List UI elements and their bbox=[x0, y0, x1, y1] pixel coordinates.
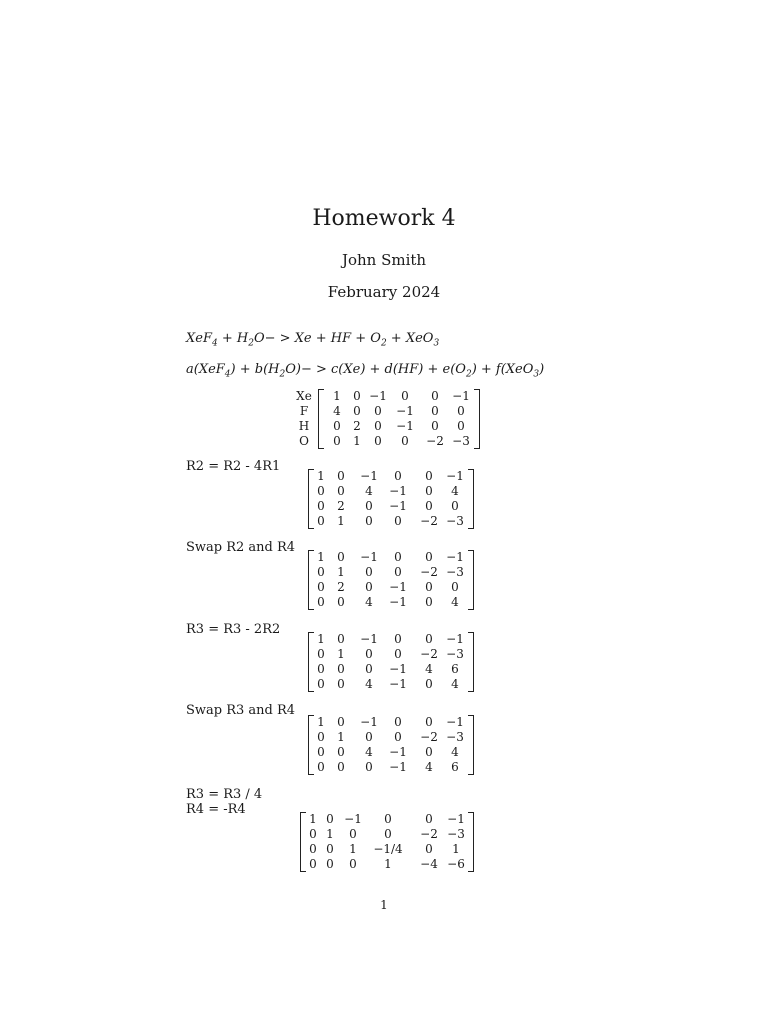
matrix-cell: 0 bbox=[401, 389, 409, 403]
step-description: Swap R3 and R4 bbox=[186, 703, 296, 718]
matrix-cell: 2 bbox=[337, 580, 345, 594]
matrix-cell: 0 bbox=[431, 419, 439, 433]
matrix-cell: 4 bbox=[365, 677, 373, 691]
matrix-cell: 4 bbox=[451, 484, 459, 498]
matrix-cell: 1 bbox=[333, 389, 341, 403]
row-label: H bbox=[298, 419, 310, 433]
matrix-cell: 0 bbox=[401, 434, 409, 448]
matrix-cell: −2 bbox=[420, 647, 438, 661]
step-description: R4 = -R4 bbox=[186, 802, 246, 817]
matrix-cell: 0 bbox=[349, 857, 357, 871]
matrix-cell: 0 bbox=[425, 715, 433, 729]
augmented-matrix bbox=[308, 469, 474, 529]
matrix-cell: −1 bbox=[360, 715, 378, 729]
matrix-cell: 0 bbox=[317, 484, 325, 498]
matrix-cell: −3 bbox=[446, 730, 464, 744]
step-description: R3 = R3 / 4 bbox=[186, 787, 263, 802]
matrix-cell: 1 bbox=[384, 857, 392, 871]
matrix-cell: 0 bbox=[457, 404, 465, 418]
reaction-equation: $XeF_4 + H_2O- > Xe$ + HF + $O_2 + XeO_3$ bbox=[186, 331, 440, 349]
row-label: Xe bbox=[296, 389, 312, 403]
matrix-cell: −1 bbox=[344, 812, 362, 826]
step-description: R2 = R2 - 4R1 bbox=[186, 459, 281, 474]
matrix-cell: 0 bbox=[425, 812, 433, 826]
matrix-cell: −3 bbox=[446, 565, 464, 579]
matrix-cell: 0 bbox=[365, 499, 373, 513]
matrix-cell: −1 bbox=[446, 715, 464, 729]
matrix-cell: 1 bbox=[309, 812, 317, 826]
matrix-cell: 0 bbox=[326, 857, 334, 871]
matrix-cell: −3 bbox=[452, 434, 470, 448]
matrix-cell: 4 bbox=[425, 760, 433, 774]
matrix-cell: −1 bbox=[389, 760, 407, 774]
matrix-cell: −1 bbox=[396, 404, 414, 418]
row-label: F bbox=[299, 404, 309, 418]
matrix-cell: 2 bbox=[337, 499, 345, 513]
matrix-cell: 0 bbox=[425, 499, 433, 513]
matrix-cell: −2 bbox=[420, 827, 438, 841]
coefficient-equation: $a(XeF_4) + b(H_2O)- > c(Xe) + d(HF) + e(O_2) + f(XeO_3)$ bbox=[186, 362, 545, 380]
matrix-cell: 0 bbox=[457, 419, 465, 433]
matrix-cell: 0 bbox=[309, 827, 317, 841]
right-bracket bbox=[468, 715, 474, 775]
matrix-cell: 0 bbox=[365, 565, 373, 579]
matrix-cell: 0 bbox=[394, 514, 402, 528]
matrix-cell: −2 bbox=[426, 434, 444, 448]
matrix-cell: 0 bbox=[431, 389, 439, 403]
page-number: 1 bbox=[380, 898, 388, 912]
augmented-matrix bbox=[308, 550, 474, 610]
matrix-cell: −1 bbox=[396, 419, 414, 433]
matrix-cell: 0 bbox=[425, 595, 433, 609]
right-bracket bbox=[474, 389, 480, 449]
matrix-cell: 1 bbox=[317, 715, 325, 729]
right-bracket bbox=[468, 812, 474, 872]
matrix-cell: 0 bbox=[425, 550, 433, 564]
matrix-cell: 1 bbox=[452, 842, 460, 856]
matrix-cell: −2 bbox=[420, 730, 438, 744]
document-date: February 2024 bbox=[327, 283, 441, 301]
matrix-cell: −2 bbox=[420, 514, 438, 528]
matrix-cell: 0 bbox=[337, 484, 345, 498]
matrix-cell: 1 bbox=[337, 565, 345, 579]
augmented-matrix bbox=[308, 715, 474, 775]
matrix-cell: −3 bbox=[446, 514, 464, 528]
matrix-cell: 1 bbox=[349, 842, 357, 856]
matrix-cell: 0 bbox=[326, 812, 334, 826]
matrix-cell: 1 bbox=[326, 827, 334, 841]
matrix-cell: 0 bbox=[337, 595, 345, 609]
matrix-cell: 0 bbox=[394, 730, 402, 744]
matrix-cell: 0 bbox=[365, 647, 373, 661]
matrix-cell: 1 bbox=[317, 469, 325, 483]
matrix-cell: 4 bbox=[333, 404, 341, 418]
matrix-cell: 0 bbox=[337, 662, 345, 676]
matrix-cell: 2 bbox=[353, 419, 361, 433]
matrix-cell: 0 bbox=[394, 632, 402, 646]
matrix-cell: 0 bbox=[337, 760, 345, 774]
matrix-cell: 0 bbox=[317, 565, 325, 579]
matrix-cell: 0 bbox=[431, 404, 439, 418]
matrix-cell: 1 bbox=[317, 550, 325, 564]
matrix-cell: 0 bbox=[365, 760, 373, 774]
matrix-cell: 0 bbox=[337, 715, 345, 729]
matrix-cell: −1 bbox=[446, 550, 464, 564]
matrix-cell: 0 bbox=[451, 499, 459, 513]
matrix-cell: −1 bbox=[369, 389, 387, 403]
matrix-cell: 0 bbox=[365, 730, 373, 744]
matrix-cell: 0 bbox=[384, 812, 392, 826]
matrix-cell: 0 bbox=[317, 745, 325, 759]
matrix-cell: 4 bbox=[451, 595, 459, 609]
matrix-cell: 1 bbox=[337, 514, 345, 528]
matrix-cell: 0 bbox=[425, 632, 433, 646]
matrix-cell: 0 bbox=[337, 745, 345, 759]
matrix-cell: −1/4 bbox=[373, 842, 403, 856]
matrix-cell: −1 bbox=[360, 469, 378, 483]
matrix-cell: 0 bbox=[337, 677, 345, 691]
matrix-cell: −1 bbox=[389, 499, 407, 513]
matrix-cell: 0 bbox=[317, 499, 325, 513]
matrix-cell: 0 bbox=[337, 550, 345, 564]
matrix-cell: 0 bbox=[317, 647, 325, 661]
matrix-grid bbox=[324, 389, 474, 449]
matrix-cell: 0 bbox=[353, 389, 361, 403]
matrix-cell: −1 bbox=[360, 550, 378, 564]
matrix-cell: 0 bbox=[349, 827, 357, 841]
matrix-cell: −2 bbox=[420, 565, 438, 579]
matrix-cell: 0 bbox=[425, 745, 433, 759]
matrix-cell: 0 bbox=[394, 550, 402, 564]
matrix-cell: 6 bbox=[451, 662, 459, 676]
matrix-cell: 0 bbox=[451, 580, 459, 594]
matrix-cell: 0 bbox=[317, 662, 325, 676]
matrix-cell: 0 bbox=[317, 760, 325, 774]
matrix-cell: 0 bbox=[337, 632, 345, 646]
matrix-cell: −1 bbox=[389, 745, 407, 759]
row-labels bbox=[296, 389, 312, 449]
step-description: Swap R2 and R4 bbox=[186, 540, 296, 555]
matrix-cell: 0 bbox=[394, 647, 402, 661]
matrix-cell: 0 bbox=[425, 580, 433, 594]
matrix-cell: 4 bbox=[451, 745, 459, 759]
matrix-cell: 4 bbox=[365, 745, 373, 759]
matrix-cell: 0 bbox=[309, 857, 317, 871]
row-label: O bbox=[299, 434, 309, 448]
matrix-cell: 0 bbox=[317, 580, 325, 594]
augmented-matrix bbox=[308, 632, 474, 692]
matrix-cell: −1 bbox=[452, 389, 470, 403]
matrix-cell: 0 bbox=[425, 469, 433, 483]
matrix-cell: −6 bbox=[447, 857, 465, 871]
matrix-cell: −1 bbox=[446, 632, 464, 646]
matrix-cell: 0 bbox=[317, 514, 325, 528]
matrix-cell: −4 bbox=[420, 857, 438, 871]
augmented-matrix bbox=[300, 812, 474, 872]
matrix-cell: 0 bbox=[333, 434, 341, 448]
matrix-cell: −1 bbox=[389, 662, 407, 676]
matrix-cell: 1 bbox=[337, 730, 345, 744]
matrix-cell: 1 bbox=[337, 647, 345, 661]
matrix-cell: 0 bbox=[326, 842, 334, 856]
matrix-cell: 0 bbox=[374, 404, 382, 418]
matrix-cell: −1 bbox=[389, 595, 407, 609]
matrix-cell: 1 bbox=[353, 434, 361, 448]
matrix-grid bbox=[314, 550, 468, 610]
matrix-cell: 0 bbox=[425, 842, 433, 856]
matrix-cell: 4 bbox=[365, 595, 373, 609]
matrix-cell: 0 bbox=[394, 715, 402, 729]
document-title: Homework 4 bbox=[312, 206, 456, 231]
matrix-cell: 0 bbox=[374, 434, 382, 448]
matrix-cell: −1 bbox=[360, 632, 378, 646]
matrix-cell: 0 bbox=[425, 677, 433, 691]
matrix-cell: 0 bbox=[374, 419, 382, 433]
matrix-cell: 0 bbox=[309, 842, 317, 856]
right-bracket bbox=[468, 469, 474, 529]
matrix-cell: 0 bbox=[317, 677, 325, 691]
matrix-cell: −1 bbox=[447, 812, 465, 826]
matrix-cell: −1 bbox=[389, 580, 407, 594]
matrix-grid bbox=[314, 469, 468, 529]
matrix-cell: 0 bbox=[384, 827, 392, 841]
matrix-cell: 0 bbox=[394, 565, 402, 579]
matrix-grid bbox=[314, 632, 468, 692]
matrix-cell: 6 bbox=[451, 760, 459, 774]
matrix-cell: 4 bbox=[365, 484, 373, 498]
right-bracket bbox=[468, 550, 474, 610]
matrix-cell: 4 bbox=[451, 677, 459, 691]
matrix-grid bbox=[314, 715, 468, 775]
matrix-cell: 0 bbox=[353, 404, 361, 418]
matrix-cell: 0 bbox=[317, 595, 325, 609]
matrix-cell: −1 bbox=[389, 484, 407, 498]
author-name: John Smith bbox=[341, 251, 427, 269]
matrix-cell: 0 bbox=[425, 484, 433, 498]
matrix-cell: 0 bbox=[317, 730, 325, 744]
matrix-cell: 1 bbox=[317, 632, 325, 646]
matrix-cell: −1 bbox=[446, 469, 464, 483]
right-bracket bbox=[468, 632, 474, 692]
matrix-cell: −3 bbox=[447, 827, 465, 841]
matrix-cell: 0 bbox=[337, 469, 345, 483]
matrix-grid bbox=[306, 812, 468, 872]
matrix-cell: 0 bbox=[394, 469, 402, 483]
augmented-matrix bbox=[296, 389, 480, 449]
matrix-cell: −3 bbox=[446, 647, 464, 661]
matrix-cell: 4 bbox=[425, 662, 433, 676]
matrix-cell: 0 bbox=[365, 514, 373, 528]
matrix-cell: 0 bbox=[333, 419, 341, 433]
matrix-cell: 0 bbox=[365, 662, 373, 676]
matrix-cell: 0 bbox=[365, 580, 373, 594]
step-description: R3 = R3 - 2R2 bbox=[186, 622, 281, 637]
matrix-cell: −1 bbox=[389, 677, 407, 691]
